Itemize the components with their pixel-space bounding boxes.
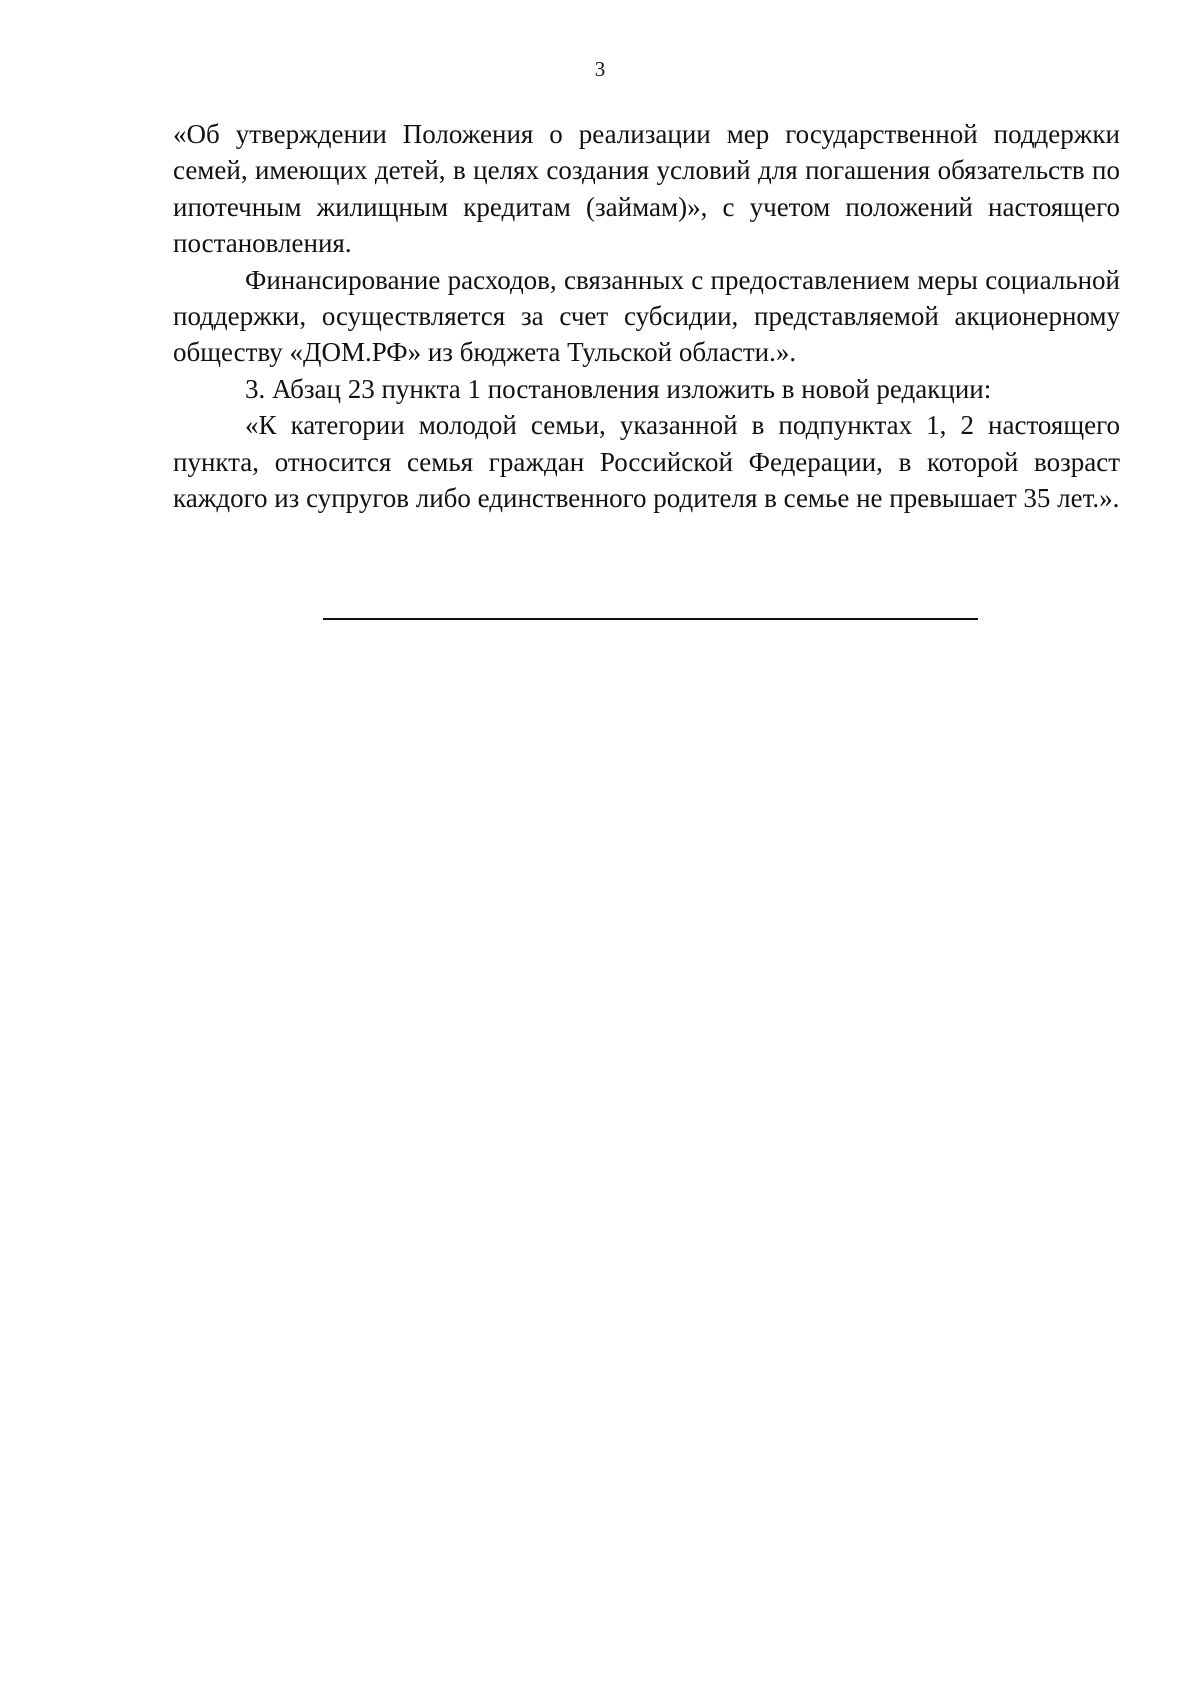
end-separator-line — [323, 618, 978, 620]
paragraph-continuation: «Об утверждении Положения о реализации мер государственной поддержки семей, имеющих детей, в целях создания условий для погашения обязательств по ипотечным жилищным кредитам (займам)», с учетом положений настоящего постановления. — [173, 119, 1120, 259]
paragraph-young-family: «К категории молодой семьи, указанной в подпунктах 1, 2 настоящего пункта, относится семья граждан Российской Федерации, в которой возраст каждого из супругов либо единственного родителя в семье не превышает 35 лет.». — [173, 410, 1120, 514]
paragraph-item-3: 3. Абзац 23 пункта 1 постановления изложить в новой редакции: — [245, 373, 992, 404]
paragraph-financing: Финансирование расходов, связанных с предоставлением меры социальной поддержки, осуществляется за счет субсидии, представляемой акционерному обществу «ДОМ.РФ» из бюджета Тульской области.». — [173, 264, 1120, 368]
document-body — [173, 116, 1120, 516]
page-number: 3 — [594, 57, 606, 81]
